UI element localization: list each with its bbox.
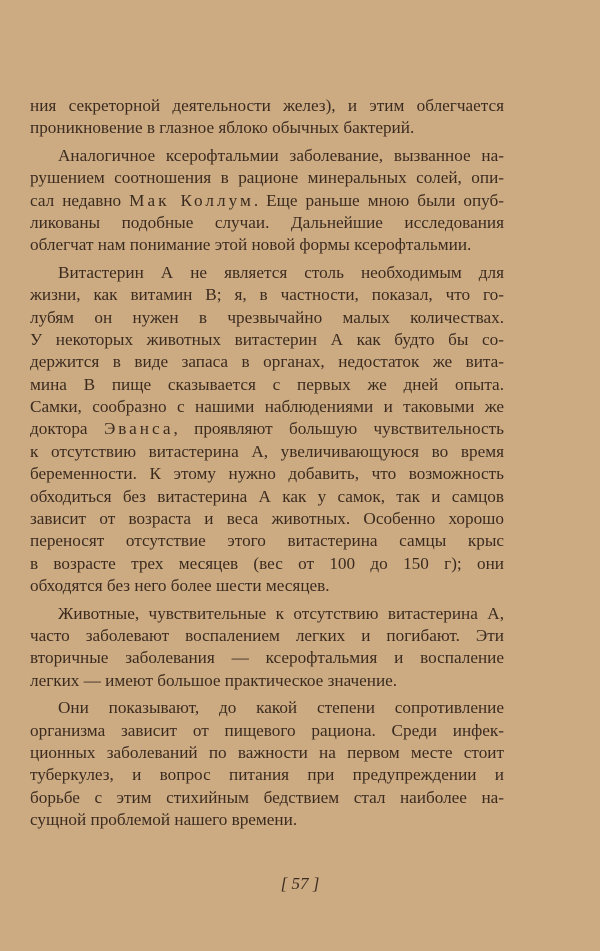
- text-line: [30, 190, 504, 212]
- text-line: Витастерин А не является столь необходимым для: [58, 262, 504, 282]
- text-line: У некоторых животных витастерин А как будто бы со-: [30, 329, 504, 349]
- text-line: мина В пище сказывается с первых же дней опыта.: [30, 374, 504, 394]
- text-line: Они показывают, до какой степени сопротивление: [58, 698, 504, 718]
- page-number: [ 57 ]: [280, 874, 320, 893]
- text-line: проникновение в глазное яблоко обычных бактерий.: [30, 118, 415, 138]
- text-line: организма зависит от пищевого рациона. Среди инфек-: [30, 720, 504, 740]
- text-line: зависит от возраста и веса животных. Особенно хорошо: [30, 509, 504, 529]
- text-line: часто заболевают воспалением легких и погибают. Эти: [30, 625, 504, 645]
- text-line: жизни, как витамин В; я, в частности, показал, что го-: [30, 285, 504, 305]
- paragraph: [30, 603, 504, 693]
- text-line: [30, 418, 504, 440]
- text-line: в возрасте трех месяцев (вес от 100 до 150 г); они: [30, 553, 504, 573]
- text-line: Животные, чувствительные к отсутствию витастерина А,: [58, 603, 504, 623]
- text-line: лубям он нужен в чрезвычайно малых количествах.: [30, 307, 504, 327]
- paragraph: [30, 145, 504, 257]
- paragraph: [30, 95, 504, 140]
- text-segment: , проявляют большую чувствительность: [173, 419, 504, 439]
- text-line: Самки, сообразно с нашими наблюдениями и таковыми же: [30, 397, 504, 417]
- paragraph: [30, 697, 504, 831]
- book-page-text: [30, 95, 504, 837]
- text-segment: . Еще раньше мною были опуб-: [253, 190, 504, 210]
- text-line: ния секреторной деятельности желез), и этим облегчается: [30, 96, 504, 115]
- spaced-name: Эванса: [103, 419, 174, 439]
- text-line: легких — имеют большое практическое значение.: [30, 670, 398, 690]
- text-line: держится в виде запаса в органах, недостаток же вита-: [30, 352, 504, 372]
- paragraph: [30, 262, 504, 598]
- text-line: обходятся без него более шести месяцев.: [30, 576, 330, 596]
- text-line: сущной проблемой нашего времени.: [30, 810, 298, 830]
- text-line: беременности. К этому нужно добавить, что возможность: [30, 464, 504, 484]
- text-line: вторичные заболевания — ксерофтальмия и воспаление: [30, 648, 504, 668]
- text-line: к отсутствию витастерина А, увеличивающуюся во время: [30, 441, 504, 461]
- text-line: Аналогичное ксерофтальмии заболевание, вызванное на-: [58, 145, 504, 165]
- text-line: ликованы подобные случаи. Дальнейшие исследования: [30, 212, 504, 232]
- text-line: туберкулез, и вопрос питания при предупреждении и: [30, 765, 504, 785]
- text-segment: сал недавно: [30, 190, 130, 210]
- text-line: борьбе с этим стихийным бедствием стал наиболее на-: [30, 787, 504, 807]
- spaced-name: Мак Коллум: [129, 190, 254, 210]
- text-line: переносят отсутствие этого витастерина самцы крыс: [30, 531, 504, 551]
- text-line: облегчат нам понимание этой новой формы ксерофтальмии.: [30, 235, 472, 255]
- text-segment: доктора: [30, 419, 104, 439]
- text-line: ционных заболеваний по важности на первом месте стоит: [30, 742, 504, 762]
- text-line: обходиться без витастерина А как у самок, так и самцов: [30, 486, 504, 506]
- text-line: рушением соотношения в рационе минеральных солей, опи-: [30, 168, 504, 188]
